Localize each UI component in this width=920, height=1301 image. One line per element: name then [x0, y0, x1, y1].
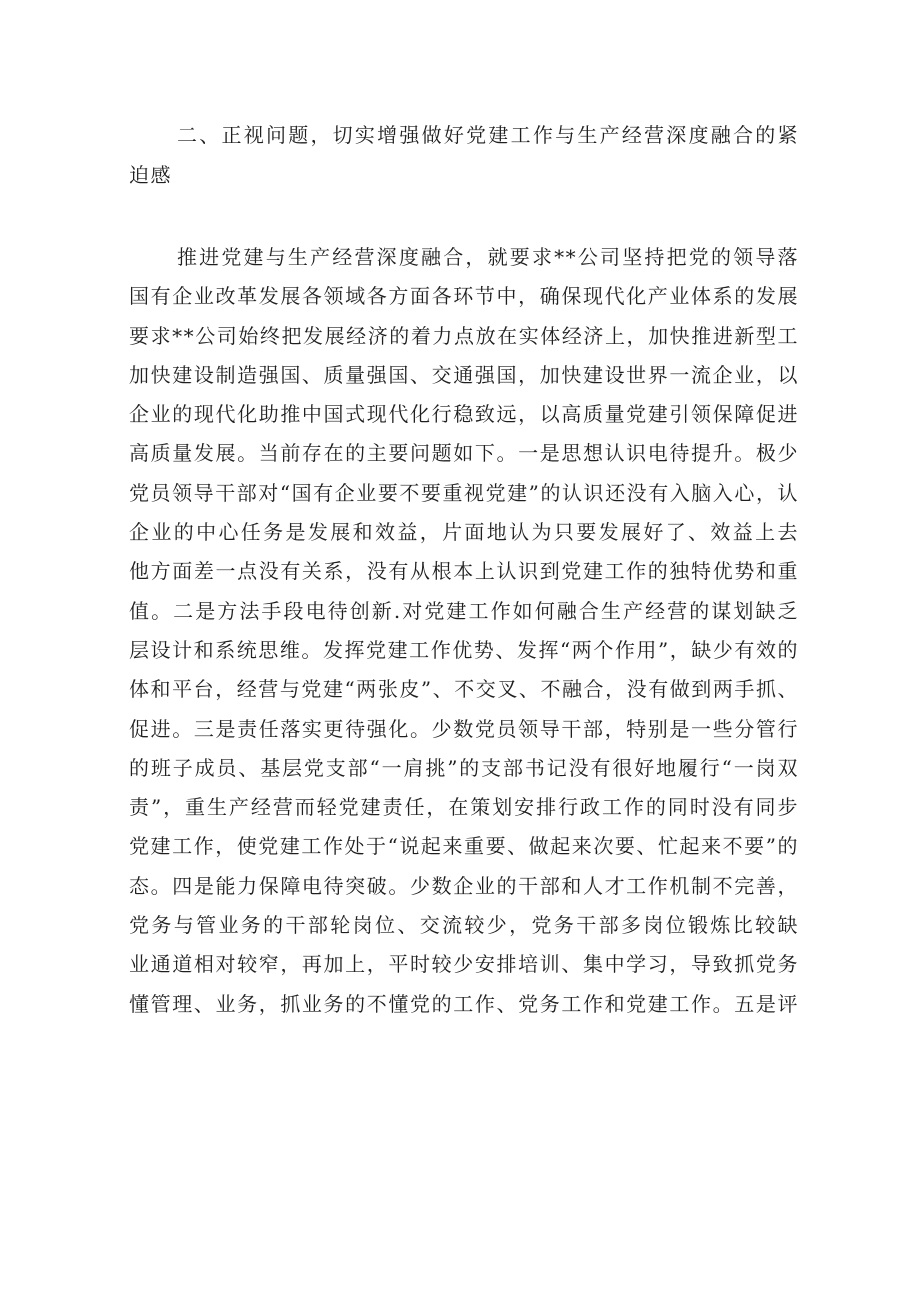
paragraph-line: 态。四是能力保障电待突破。少数企业的干部和人才工作机制不完善，: [129, 873, 799, 898]
paragraph-line: 党务与管业务的干部轮岗位、交流较少，党务干部多岗位锻炼比较缺: [129, 913, 799, 938]
paragraph-line: 值。二是方法手段电待创新.对党建工作如何融合生产经营的谋划缺乏: [129, 598, 799, 623]
paragraph-line: 他方面差一点没有关系，没有从根本上认识到党建工作的独特优势和重: [129, 559, 799, 584]
paragraph-line: 体和平台，经营与党建“两张皮”、不交叉、不融合，没有做到两手抓、: [129, 677, 799, 702]
paragraph-line: 企业的现代化助推中国式现代化行稳致远，以高质量党建引领保障促进: [129, 402, 799, 427]
paragraph-line: 层设计和系统思维。发挥党建工作优势、发挥“两个作用”，缺少有效的: [129, 637, 799, 662]
paragraph-line: 企业的中心任务是发展和效益，片面地认为只要发展好了、效益上去: [129, 520, 799, 545]
paragraph-line: 业通道相对较窄，再加上，平时较少安排培训、集中学习，导致抓党务: [129, 952, 799, 977]
paragraph-line: 的班子成员、基层党支部“一肩挑”的支部书记没有很好地履行“一岗双: [129, 755, 799, 780]
section-heading: [129, 118, 799, 198]
paragraph-line: 国有企业改革发展各领域各方面各环节中，确保现代化产业体系的发展: [129, 284, 799, 309]
paragraph-line: 要求**公司始终把发展经济的着力点放在实体经济上，加快推进新型工: [129, 323, 799, 348]
paragraph-line: 推进党建与生产经营深度融合，就要求**公司坚持把党的领导落: [177, 245, 799, 269]
paragraph-line: 责”，重生产经营而轻党建责任，在策划安排行政工作的同时没有同步: [129, 795, 799, 820]
paragraph-line: 促进。三是责任落实更待强化。少数党员领导干部，特别是一些分管行: [129, 716, 799, 741]
paragraph-line: 高质量发展。当前存在的主要问题如下。一是思想认识电待提升。极少: [129, 441, 799, 466]
heading-line: 迫感: [129, 163, 172, 187]
body-paragraph: [129, 240, 799, 1026]
paragraph-line: 加快建设制造强国、质量强国、交通强国，加快建设世界一流企业，以: [129, 362, 799, 387]
paragraph-line: 党建工作，使党建工作处于“说起来重要、做起来次要、忙起来不要”的: [129, 834, 799, 859]
paragraph-line: 党员领导干部对“国有企业要不要重视党建”的认识还没有入脑入心，认: [129, 480, 799, 505]
heading-line: 二、正视问题，切实增强做好党建工作与生产经营深度融合的紧: [177, 123, 799, 147]
paragraph-line: 懂管理、业务，抓业务的不懂党的工作、党务工作和党建工作。五是评: [129, 991, 799, 1016]
